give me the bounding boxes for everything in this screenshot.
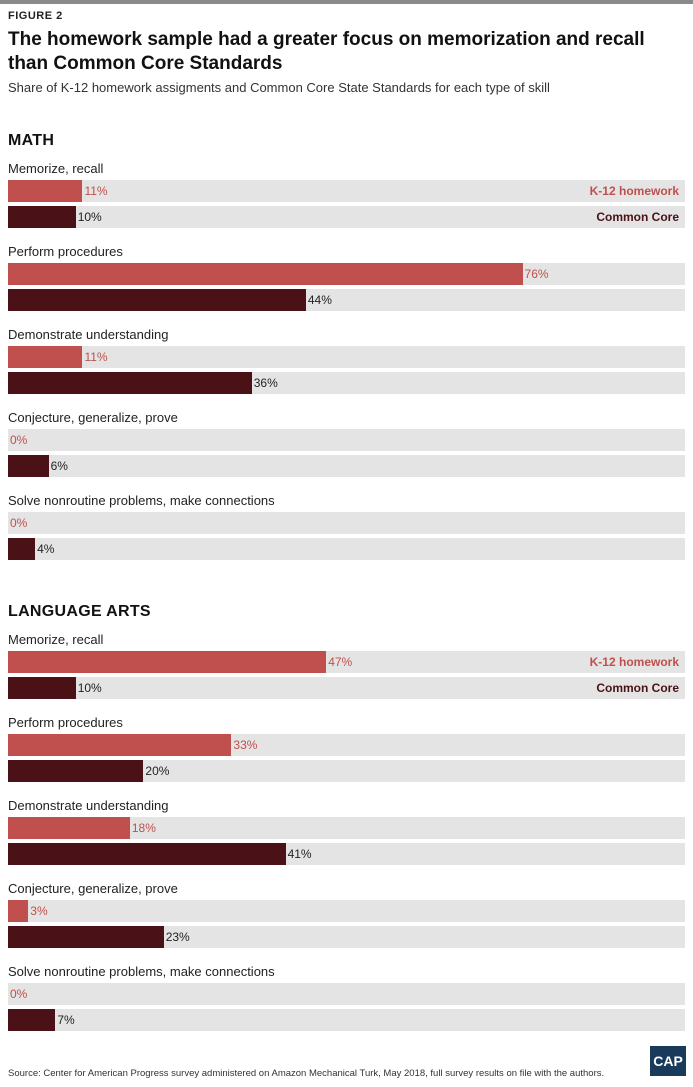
- homework-bar: [8, 900, 28, 922]
- bar-track: [8, 900, 685, 922]
- bar-track: [8, 206, 685, 228]
- common-core-value-label: 7%: [57, 1013, 75, 1027]
- bar-track: [8, 429, 685, 451]
- common-core-bar: [8, 1009, 55, 1031]
- common-core-value-label: 20%: [145, 764, 170, 778]
- common-core-bar: [8, 289, 306, 311]
- category-label: Perform procedures: [8, 715, 123, 730]
- common-core-bar: [8, 455, 49, 477]
- homework-bar: [8, 180, 82, 202]
- homework-value-label: 3%: [30, 904, 48, 918]
- common-core-bar: [8, 372, 252, 394]
- common-core-bar: [8, 843, 286, 865]
- homework-value-label: 47%: [328, 655, 353, 669]
- bar-track: [8, 346, 685, 368]
- cap-logo: CAP: [650, 1046, 686, 1076]
- source-note: Source: Center for American Progress survey administered on Amazon Mechanical Turk, May 2018, full survey results on file with the authors.: [8, 1068, 605, 1079]
- bar-track: [8, 538, 685, 560]
- common-core-value-label: 41%: [287, 847, 312, 861]
- homework-bar: [8, 263, 523, 285]
- homework-value-label: 11%: [84, 184, 108, 198]
- common-core-value-label: 23%: [165, 930, 190, 944]
- homework-bar: [8, 817, 130, 839]
- category-label: Demonstrate understanding: [8, 798, 169, 813]
- bar-track: [8, 1009, 685, 1031]
- homework-bar: [8, 734, 231, 756]
- category-label: Perform procedures: [8, 244, 123, 259]
- homework-bar: [8, 651, 326, 673]
- bar-track: [8, 983, 685, 1005]
- homework-value-label: 76%: [524, 267, 549, 281]
- legend-homework: K-12 homework: [589, 655, 679, 669]
- homework-value-label: 11%: [84, 350, 108, 364]
- category-label: Demonstrate understanding: [8, 327, 169, 342]
- homework-value-label: 33%: [233, 738, 258, 752]
- homework-value-label: 0%: [10, 433, 28, 447]
- section-title: MATH: [8, 132, 55, 149]
- homework-value-label: 18%: [131, 821, 156, 835]
- common-core-value-label: 10%: [77, 210, 102, 224]
- legend-homework: K-12 homework: [589, 184, 679, 198]
- bar-track: [8, 180, 685, 202]
- category-label: Conjecture, generalize, prove: [8, 881, 178, 896]
- bar-track: [8, 512, 685, 534]
- common-core-value-label: 6%: [50, 459, 68, 473]
- common-core-bar: [8, 926, 164, 948]
- homework-value-label: 0%: [10, 987, 28, 1001]
- common-core-bar: [8, 538, 35, 560]
- common-core-value-label: 44%: [307, 293, 332, 307]
- bar-track: [8, 677, 685, 699]
- common-core-value-label: 10%: [77, 681, 102, 695]
- common-core-bar: [8, 206, 76, 228]
- category-label: Solve nonroutine problems, make connections: [8, 493, 275, 508]
- legend-common-core: Common Core: [596, 681, 679, 695]
- bar-track: [8, 455, 685, 477]
- common-core-value-label: 4%: [37, 542, 55, 556]
- legend-common-core: Common Core: [596, 210, 679, 224]
- chart-title: The homework sample had a greater focus on memorization and recall than Common Core Standards: [8, 29, 645, 74]
- category-label: Conjecture, generalize, prove: [8, 410, 178, 425]
- homework-bar: [8, 346, 82, 368]
- top-rule: [0, 0, 693, 4]
- chart-subtitle: Share of K-12 homework assigments and Common Core State Standards for each type of skill: [8, 80, 550, 95]
- common-core-bar: [8, 760, 143, 782]
- section-title: LANGUAGE ARTS: [8, 603, 151, 620]
- common-core-bar: [8, 677, 76, 699]
- category-label: Memorize, recall: [8, 632, 104, 647]
- homework-value-label: 0%: [10, 516, 28, 530]
- category-label: Memorize, recall: [8, 161, 104, 176]
- common-core-value-label: 36%: [253, 376, 278, 390]
- category-label: Solve nonroutine problems, make connections: [8, 964, 275, 979]
- figure-label: FIGURE 2: [8, 10, 63, 22]
